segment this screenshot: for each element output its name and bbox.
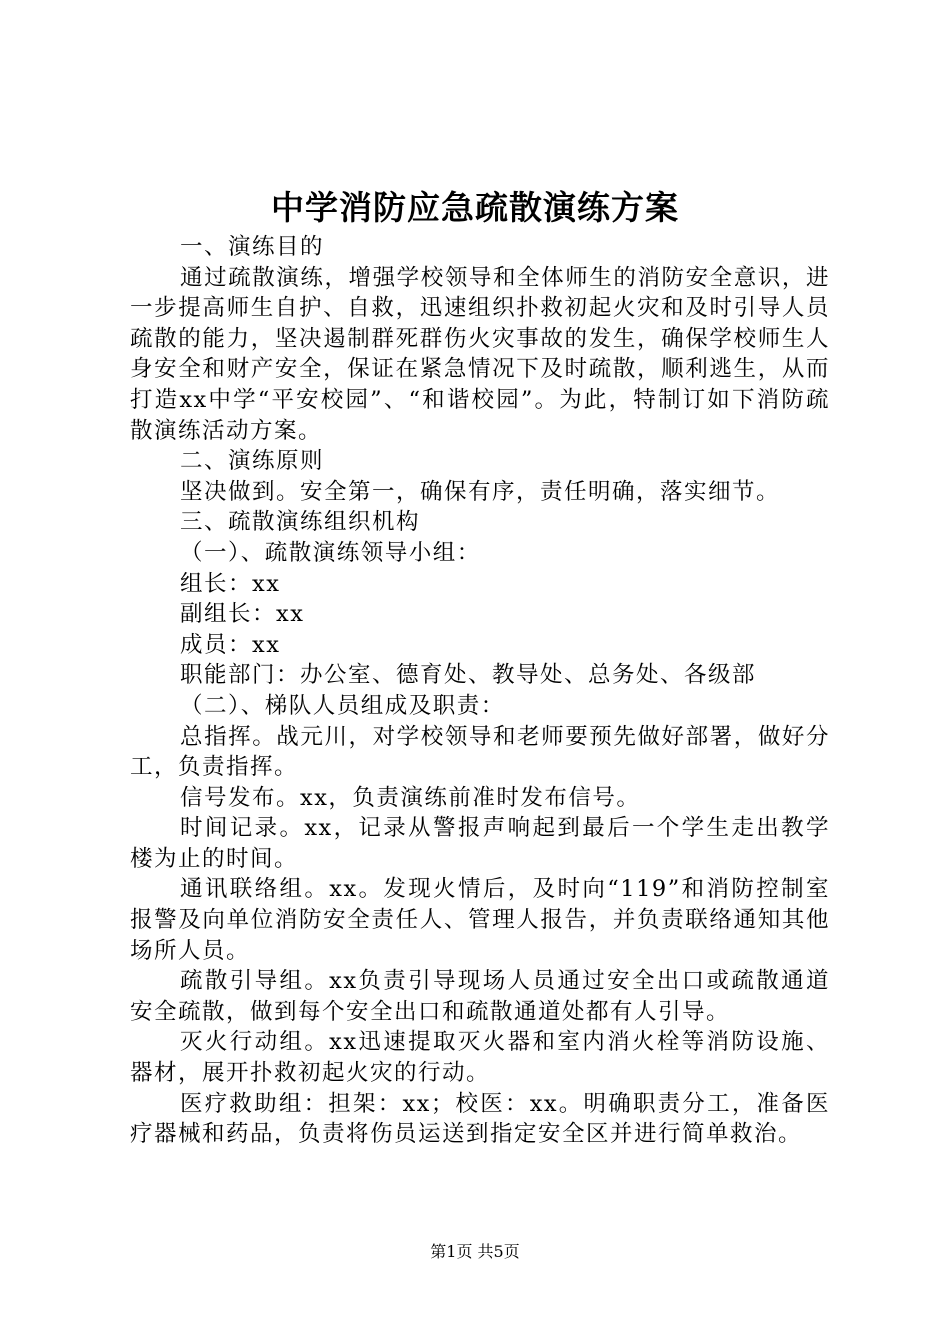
section-heading-organization: 三、疏散演练组织机构 (180, 509, 421, 536)
paragraph-signal: 信号发布。xx，负责演练前准时发布信号。 (180, 784, 641, 811)
section-heading-principle: 二、演练原则 (180, 448, 325, 475)
section-heading-purpose: 一、演练目的 (180, 234, 325, 260)
paragraph-commander: 总指挥。战元川，对学校领导和老师要预先做好部署，做好分工，负责指挥。 (130, 723, 830, 781)
subsection-heading-leadership: （一）、疏散演练领导小组： (180, 539, 481, 566)
paragraph-principle: 坚决做到。安全第一，确保有序，责任明确，落实细节。 (180, 478, 781, 505)
document-body (130, 232, 830, 1150)
paragraph-medical: 医疗救助组：担架：xx；校医：xx。明确职责分工，准备医疗器械和药品，负责将伤员运送到指定安全区并进行简单救治。 (130, 1090, 830, 1148)
subsection-heading-teams: （二）、梯队人员组成及职责： (180, 692, 505, 719)
page-number-footer: 第1页 共5页 (430, 1242, 520, 1261)
document-title: 中学消防应急疏散演练方案 (271, 188, 679, 227)
paragraph-evacuation-guide: 疏散引导组。xx负责引导现场人员通过安全出口或疏散通道安全疏散，做到每个安全出口和疏散通道处都有人引导。 (130, 968, 830, 1025)
paragraph-departments: 职能部门：办公室、德育处、教导处、总务处、各级部 (180, 662, 757, 689)
paragraph-timekeeping: 时间记录。xx，记录从警报声响起到最后一个学生走出教学楼为止的时间。 (130, 815, 830, 872)
paragraph-communication: 通讯联络组。xx。发现火情后，及时向“119”和消防控制室报警及向单位消防安全责任人、管理人报告，并负责联络通知其他场所人员。 (130, 876, 830, 964)
paragraph-leader: 组长：xx (180, 570, 281, 597)
paragraph-firefighting: 灭火行动组。xx迅速提取灭火器和室内消火栓等消防设施、器材，展开扑救初起火灾的行动。 (130, 1029, 830, 1087)
paragraph-members: 成员：xx (180, 631, 281, 658)
paragraph-deputy-leader: 副组长：xx (180, 601, 305, 628)
paragraph-purpose: 通过疏散演练，增强学校领导和全体师生的消防安全意识，进一步提高师生自护、自救，迅速组织扑救初起火灾和及时引导人员疏散的能力，坚决遏制群死群伤火灾事故的发生，确保学校师生人身安全和财产安全，保证在紧急情况下及时疏散，顺利逃生，从而打造xx中学“平安校园”、“和谐校园”。为此，特制订如下消防疏散演练活动方案。 (130, 264, 830, 444)
